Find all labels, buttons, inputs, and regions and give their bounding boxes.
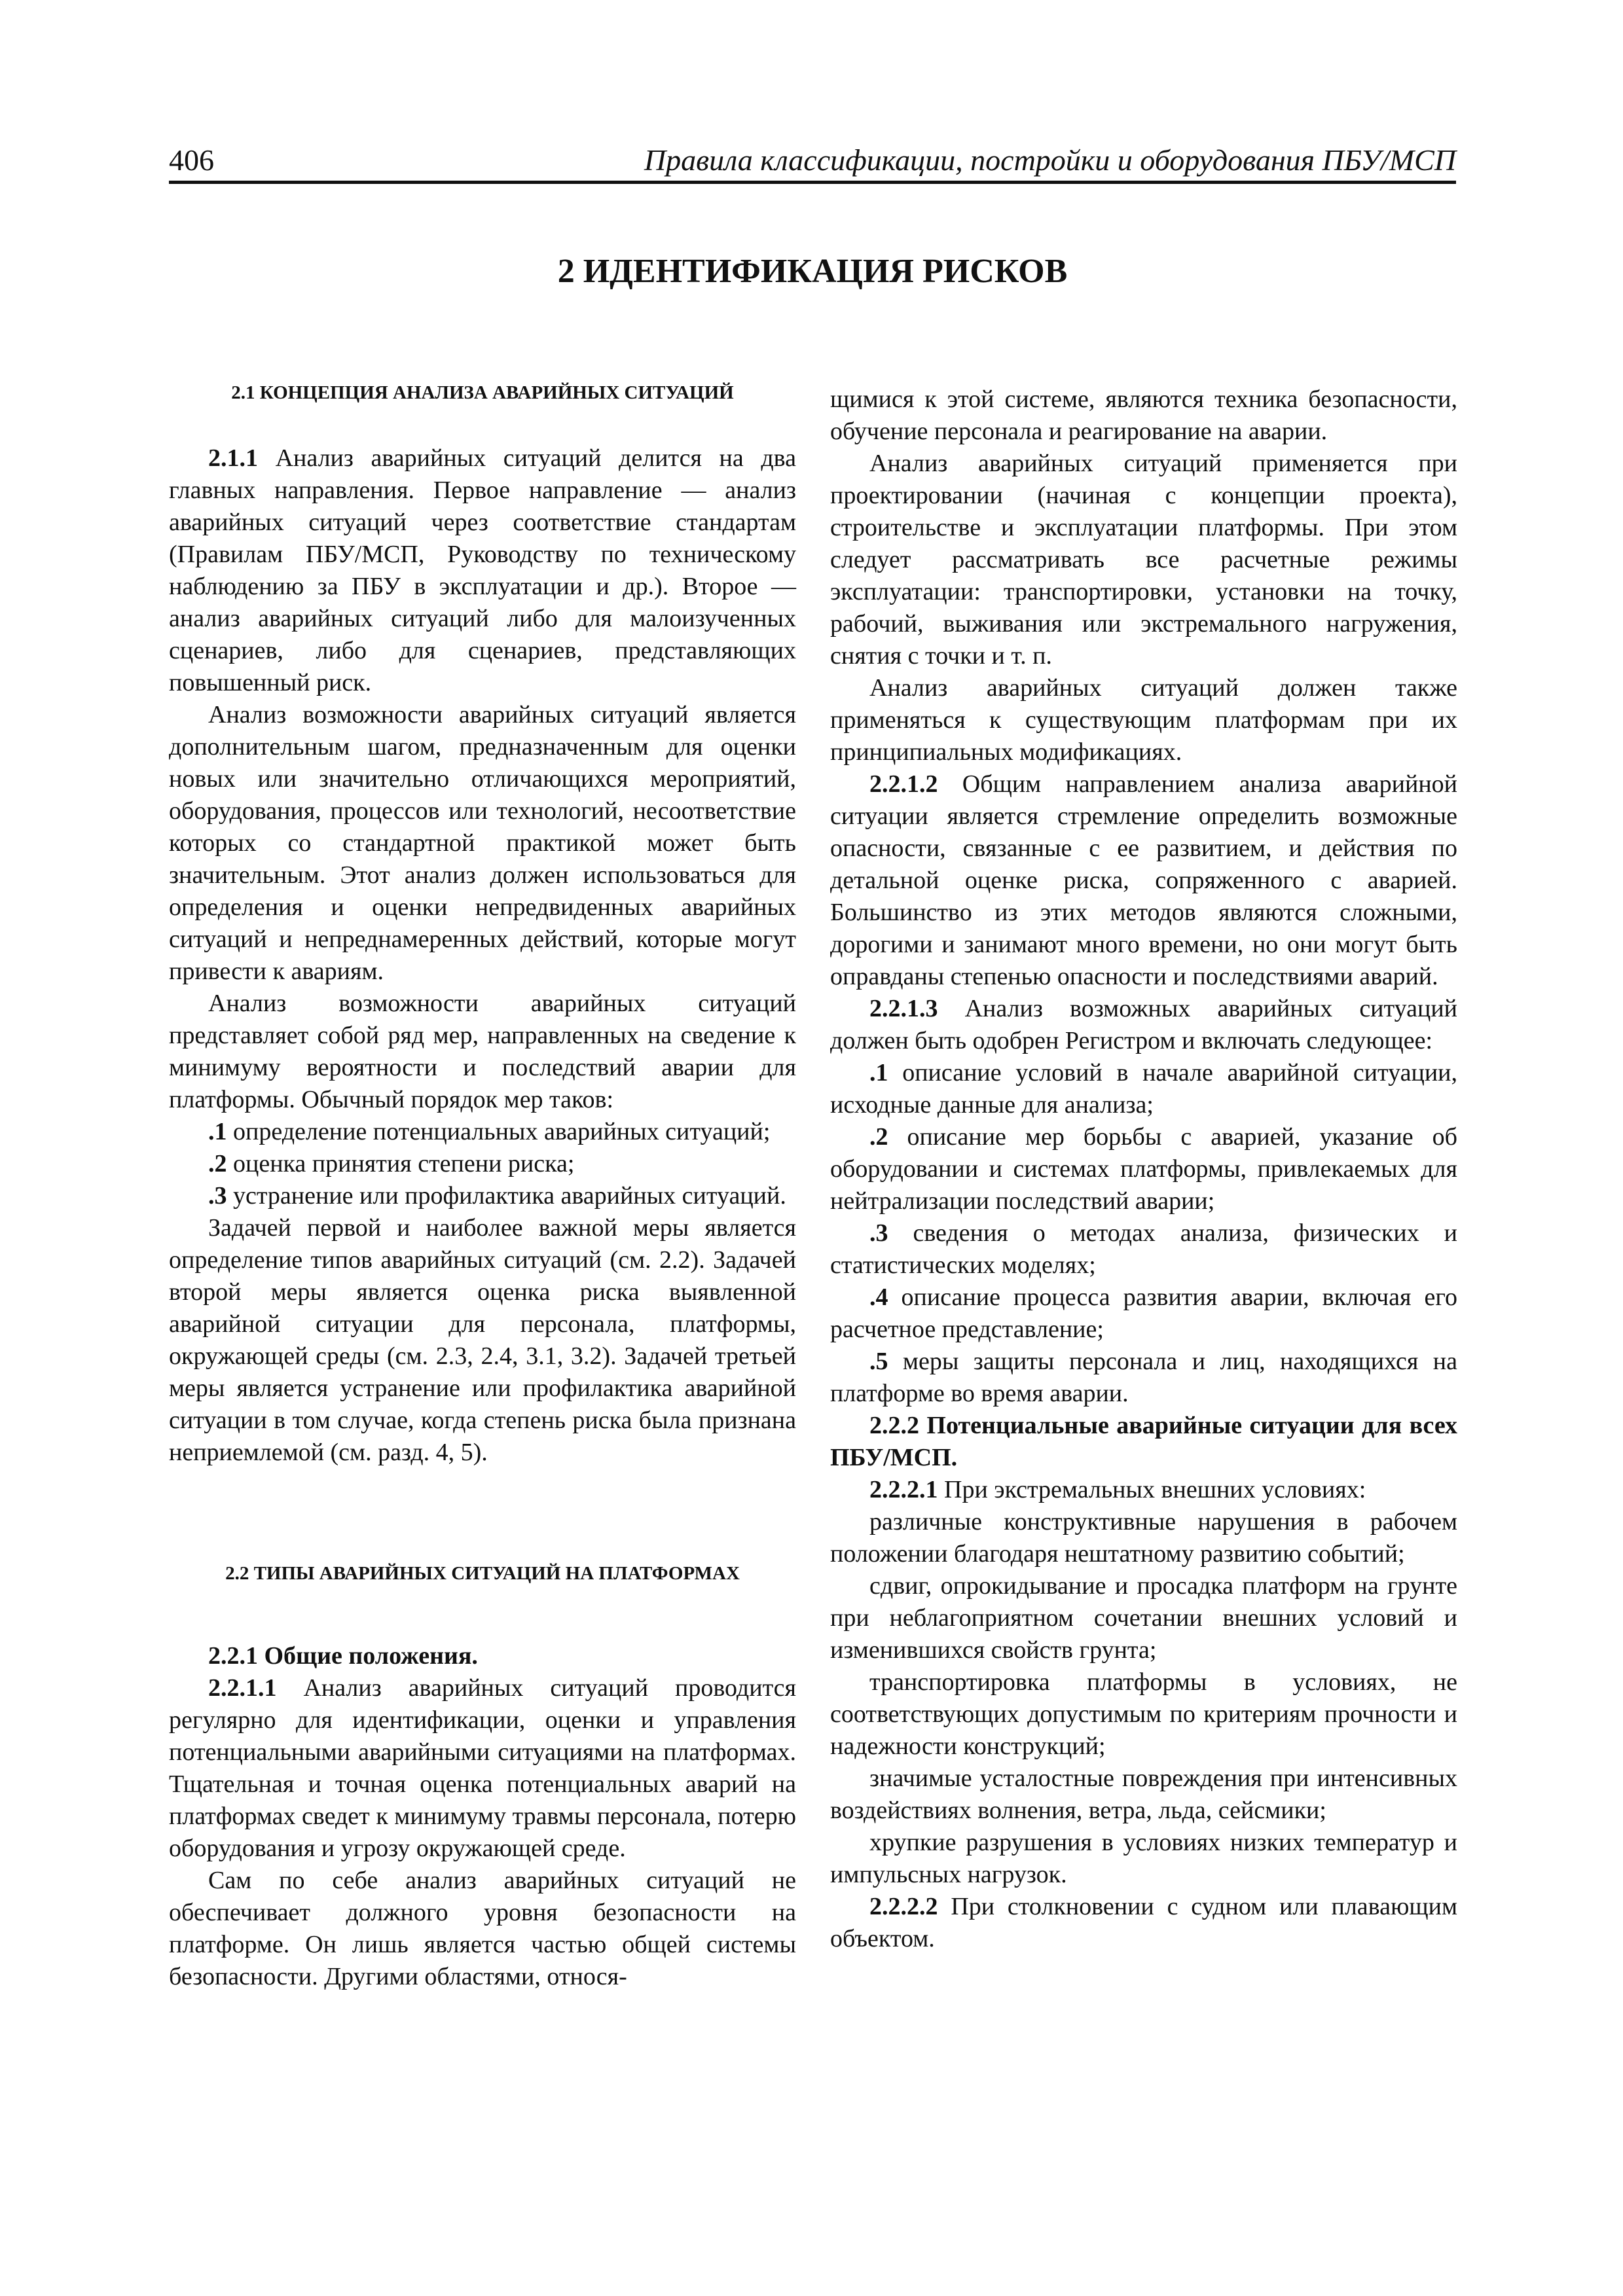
- paragraph-2-2-1-2: [830, 768, 1457, 993]
- paragraph-measures: Анализ возможности аварийных ситуаций представляет собой ряд мер, направленных на сведение к минимуму вероятности и последствий аварии для платформы. Обычный порядок мер таков:: [169, 990, 796, 1113]
- list-item: [830, 1121, 1457, 1217]
- paragraph-text: Анализ аварийных ситуаций делится на два главных направления. Первое направление — анализ аварийных ситуаций через соответствие стандартам (Правилам ПБУ/МСП, Руководству по техническому наблюдению за ПБУ в эксплуатации и др.). Второе — анализ аварийных ситуаций либо для малоизученных сценариев, либо для сценариев, представляющих повышенный риск.: [169, 444, 796, 696]
- item-text: описание процесса развития аварии, включая его расчетное представление;: [830, 1283, 1457, 1343]
- item-number: .4: [869, 1283, 888, 1311]
- clause-number: 2.2.2.2: [869, 1893, 938, 1920]
- paragraph-2-2-2-1: [830, 1474, 1457, 1506]
- running-title: Правила классификации, постройки и оборудования ПБУ/МСП: [644, 143, 1456, 177]
- paragraph-text: Общим направлением анализа аварийной ситуации является стремление определить возможные опасности, связанные с ее развитием, и действия по детальной оценке риска, сопряженного с аварией. Большинство из этих методов являются сложными, дорогими и занимают много времени, но они могут быть оправданы степенью опасности и последствиями аварий.: [830, 770, 1457, 990]
- condition-item: транспортировка платформы в условиях, не соответствующих допустимым по критериям прочности и надежности конструкций;: [830, 1668, 1457, 1760]
- header-rule: [169, 181, 1456, 184]
- list-item: [169, 1116, 796, 1148]
- item-number: .5: [869, 1348, 888, 1375]
- list-item: [169, 1180, 796, 1212]
- paragraph-tasks: Задачей первой и наиболее важной меры является определение типов аварийных ситуаций (см. 2.2). Задачей второй меры является оценка риска выявленной аварийной ситуации для персонала, платформы, окружающей среды (см. 2.3, 2.4, 3.1, 3.2). Задачей третьей меры является устранение или профилактика аварийной ситуации в том случае, когда степень риска была признана неприемлемой (см. разд. 4, 5).: [169, 1214, 796, 1466]
- clause-number: 2.2.1.2: [869, 770, 938, 798]
- item-text: сведения о методах анализа, физических и статистических моделях;: [830, 1219, 1457, 1279]
- condition-item: различные конструктивные нарушения в рабочем положении благодаря нештатному развитию событий;: [830, 1508, 1457, 1568]
- section-2-1-heading: 2.1 КОНЦЕПЦИЯ АНАЛИЗА АВАРИЙНЫХ СИТУАЦИЙ: [231, 382, 734, 403]
- item-number: .3: [208, 1182, 227, 1210]
- item-text: описание условий в начале аварийной ситуации, исходные данные для анализа;: [830, 1059, 1457, 1119]
- item-text: описание мер борьбы с аварией, указание об оборудовании и системах платформы, привлекаемых для нейтрализации последствий аварии;: [830, 1123, 1457, 1215]
- item-number: .1: [208, 1118, 227, 1145]
- left-column: [169, 380, 796, 1993]
- chapter-title: 2 ИДЕНТИФИКАЦИЯ РИСКОВ: [557, 253, 1068, 290]
- page-number: 406: [169, 143, 214, 177]
- clause-number: 2.1.1: [208, 444, 258, 472]
- paragraph-2-2-2-2: [830, 1891, 1457, 1955]
- item-number: .1: [869, 1059, 888, 1086]
- paragraph-possibility: Анализ возможности аварийных ситуаций является дополнительным шагом, предназначенным для оценки новых или значительно отличающихся мероприятий, оборудования, процессов или технологий, несоответствие которых со стандартной практикой может быть значительным. Этот анализ должен использоваться для определения и оценки непредвиденных аварийных ситуаций и непреднамеренных действий, которые могут привести к авариям.: [169, 701, 796, 985]
- list-item: [830, 1057, 1457, 1121]
- item-text: определение потенциальных аварийных ситуаций;: [227, 1118, 771, 1145]
- clause-number: 2.2.1.3: [869, 995, 938, 1022]
- condition-item: сдвиг, опрокидывание и просадка платформ на грунте при неблагоприятном сочетании внешних условий и изменившихся свойств грунта;: [830, 1572, 1457, 1664]
- item-text: меры защиты персонала и лиц, находящихся на платформе во время аварии.: [830, 1348, 1457, 1407]
- clause-number: 2.2.1.1: [208, 1674, 277, 1702]
- subsection-2-2-1-heading: 2.2.1 Общие положения.: [208, 1642, 478, 1670]
- paragraph-2-2-1-3: [830, 993, 1457, 1057]
- right-column: [830, 384, 1457, 1955]
- paragraph-itself: Сам по себе анализ аварийных ситуаций не обеспечивает должного уровня безопасности на платформе. Он лишь является частью общей системы безопасности. Другими областями, относя-: [169, 1867, 796, 1990]
- subsection-2-2-2-heading: 2.2.2 Потенциальные аварийные ситуации для всех ПБУ/МСП.: [830, 1412, 1457, 1471]
- clause-number: 2.2.2.1: [869, 1476, 938, 1503]
- paragraph-text: Анализ аварийных ситуаций проводится регулярно для идентификации, оценки и управления потенциальными аварийными ситуациями на платформах. Тщательная и точная оценка потенциальных аварий на платформах сведет к минимуму травмы персонала, потерю оборудования и угрозу окружающей среде.: [169, 1674, 796, 1862]
- item-number: .2: [869, 1123, 888, 1151]
- list-item: [169, 1148, 796, 1180]
- section-2-2-heading: 2.2 ТИПЫ АВАРИЙНЫХ СИТУАЦИЙ НА ПЛАТФОРМАХ: [225, 1563, 740, 1584]
- item-text: оценка принятия степени риска;: [227, 1150, 575, 1177]
- paragraph-existing: Анализ аварийных ситуаций должен также применяться к существующим платформам при их принципиальных модификациях.: [830, 674, 1457, 766]
- paragraph-applies: Анализ аварийных ситуаций применяется при проектировании (начиная с концепции проекта), строительстве и эксплуатации платформы. При этом следует рассматривать все расчетные режимы эксплуатации: транспортировки, установки на точку, рабочий, выживания или экстремального нагружения, снятия с точки и т. п.: [830, 450, 1457, 670]
- paragraph-2-2-1-1: [169, 1672, 796, 1865]
- list-item: [830, 1282, 1457, 1346]
- list-item: [830, 1346, 1457, 1410]
- paragraph-continued: щимися к этой системе, являются техника безопасности, обучение персонала и реагирование на аварии.: [830, 386, 1457, 445]
- item-text: устранение или профилактика аварийных ситуаций.: [227, 1182, 786, 1210]
- item-number: .2: [208, 1150, 227, 1177]
- paragraph-text: Анализ возможных аварийных ситуаций должен быть одобрен Регистром и включать следующее:: [830, 995, 1457, 1054]
- condition-item: значимые усталостные повреждения при интенсивных воздействиях волнения, ветра, льда, сейсмики;: [830, 1765, 1457, 1824]
- paragraph-text: При столкновении с судном или плавающим объектом.: [830, 1893, 1457, 1952]
- condition-item: хрупкие разрушения в условиях низких температур и импульсных нагрузок.: [830, 1829, 1457, 1888]
- paragraph-2-1-1: [169, 442, 796, 699]
- item-number: .3: [869, 1219, 888, 1247]
- list-item: [830, 1217, 1457, 1282]
- paragraph-text: При экстремальных внешних условиях:: [938, 1476, 1366, 1503]
